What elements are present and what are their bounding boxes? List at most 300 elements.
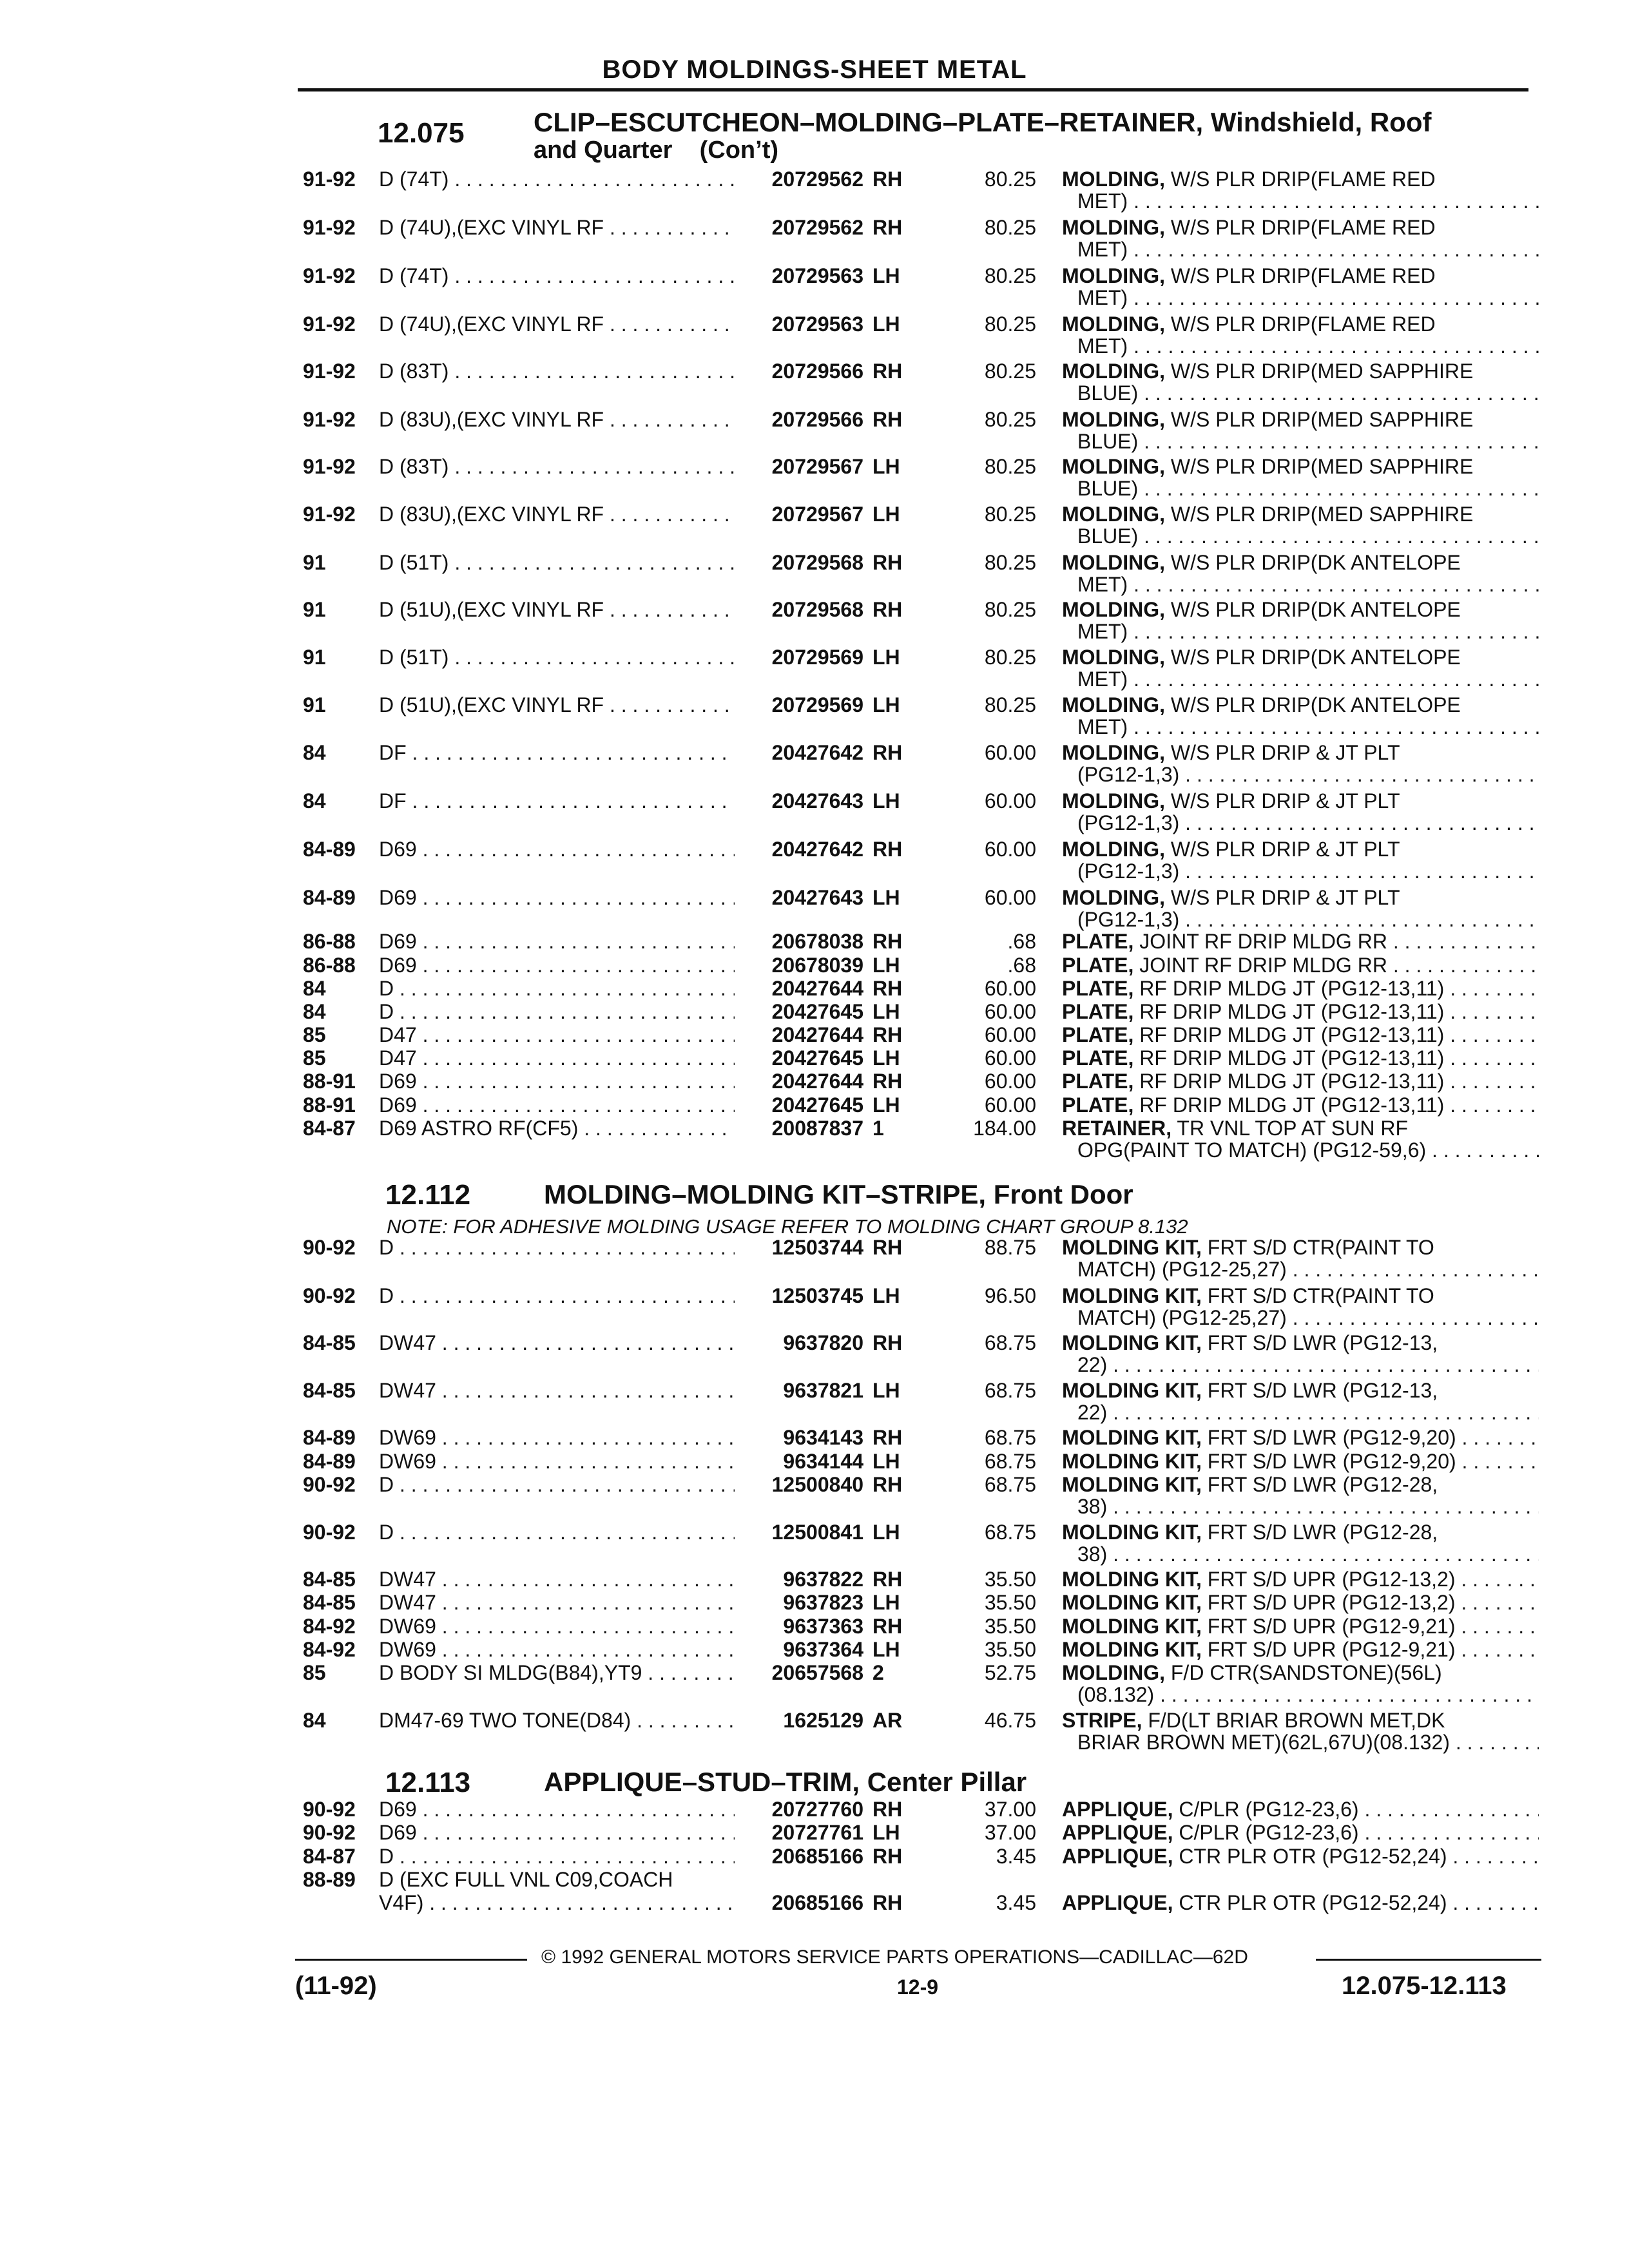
part-name-continued: MET) . . . [1077,189,1539,213]
price: 60.00 [984,977,1036,1000]
usage-description: D (83T) . . . [379,360,735,383]
usage-description: D69 . . . [379,838,735,861]
price: 80.25 [984,408,1036,431]
usage-description: DW69 . . . [379,1450,735,1474]
part-name-continued: MATCH) (PG12-25,27) . . . [1077,1258,1539,1282]
part-number: 20729563 [771,264,863,287]
part-row [0,1284,1629,1336]
part-name [1062,455,1539,479]
usage-description: D69 . . . [379,954,735,977]
part-name-keyword: MOLDING KIT, [1062,1521,1202,1544]
part-name-keyword: MOLDING, [1062,693,1165,716]
side-or-quantity: LH [872,1591,900,1614]
price: 68.75 [984,1426,1036,1449]
side-or-quantity: RH [872,1426,903,1449]
side-or-quantity: RH [872,551,903,574]
usage-description: D (EXC FULL VNL C09,COACH [379,1868,673,1891]
side-or-quantity: LH [872,1521,900,1544]
side-or-quantity: RH [872,930,903,953]
part-name-keyword: MOLDING KIT, [1062,1331,1202,1354]
usage-description: D . . . [379,1473,735,1497]
model-years: 90-92 [303,1284,356,1307]
part-name [1062,1284,1539,1308]
side-or-quantity: AR [872,1709,903,1732]
part-number: 20727760 [771,1798,863,1821]
part-name [1062,1331,1539,1355]
part-number: 20729569 [771,646,863,669]
part-row [0,168,1629,219]
side-or-quantity: LH [872,693,900,716]
model-years: 86-88 [303,954,356,977]
usage-description: D (74U),(EXC VINYL RF . . . [379,216,735,240]
side-or-quantity: LH [872,1821,900,1844]
part-name-detail: W/S PLR DRIP(MED SAPPHIRE [1164,408,1474,431]
part-number: 20427642 [771,741,863,764]
part-number: 20427643 [771,789,863,812]
section-title: MOLDING–MOLDING KIT–STRIPE, Front Door [544,1179,1133,1209]
part-name [1062,360,1539,383]
part-name-keyword: PLATE, [1062,1000,1134,1023]
price: 80.25 [984,693,1036,716]
part-name-continued: 38) . . . [1077,1542,1539,1566]
part-name [1062,1450,1539,1474]
part-name-continued: 22) . . . [1077,1353,1539,1377]
part-name-detail: CTR PLR OTR (PG12-52,24) [1173,1891,1447,1914]
usage-description: D (74T) . . . [379,168,735,191]
usage-description: DW69 . . . [379,1426,735,1450]
side-or-quantity: LH [872,1638,900,1661]
part-number: 12503745 [771,1284,863,1307]
part-name-keyword: PLATE, [1062,954,1134,977]
model-years: 84-89 [303,886,356,909]
side-or-quantity: RH [872,408,903,431]
part-name-continued: MET) . . . [1077,238,1539,262]
part-number: 20657568 [771,1661,863,1684]
side-or-quantity: RH [872,1891,903,1914]
part-number: 20729568 [771,551,863,574]
usage-description: D69 . . . [379,1821,735,1845]
part-number: 1625129 [783,1709,863,1732]
part-name-detail: FRT S/D UPR (PG12-9,21) [1201,1615,1456,1638]
part-name-keyword: MOLDING, [1062,838,1165,861]
part-name-detail: RF DRIP MLDG JT (PG12-13,11) [1133,977,1445,1000]
price: 35.50 [984,1591,1036,1614]
price: 35.50 [984,1615,1036,1638]
usage-description: D . . . [379,1236,735,1260]
price: 68.75 [984,1331,1036,1354]
part-name-continued: BRIAR BROWN MET)(62L,67U)(08.132) . . . [1077,1731,1539,1754]
part-name [1062,598,1539,622]
part-name [1062,1845,1539,1869]
part-name-detail: C/PLR (PG12-23,6) [1173,1821,1359,1844]
footer-page-number: 12-9 [897,1975,939,1999]
part-name-keyword: MOLDING, [1062,789,1165,812]
part-number: 12500840 [771,1473,863,1496]
part-name-detail: W/S PLR DRIP & JT PLT [1164,838,1400,861]
side-or-quantity: RH [872,1568,903,1591]
price: 35.50 [984,1568,1036,1591]
model-years: 84-87 [303,1845,356,1868]
part-name-keyword: MOLDING KIT, [1062,1638,1202,1661]
part-row [0,360,1629,411]
part-name [1062,1521,1539,1544]
part-number: 20685166 [771,1845,863,1868]
part-name-detail: FRT S/D UPR (PG12-9,21) [1201,1638,1456,1661]
part-name-continued: MET) . . . [1077,668,1539,691]
part-name-keyword: MOLDING KIT, [1062,1568,1202,1591]
part-number: 20729567 [771,503,863,526]
part-name-detail: W/S PLR DRIP(FLAME RED [1164,264,1436,287]
part-name-continued: OPG(PAINT TO MATCH) (PG12-59,6) . . . [1077,1139,1539,1162]
part-name-detail: RF DRIP MLDG JT (PG12-13,11) [1133,1070,1445,1093]
side-or-quantity: LH [872,264,900,287]
footer-range: 12.075-12.113 [1342,1972,1507,2000]
side-or-quantity: LH [872,1450,900,1473]
usage-description: DW47 . . . [379,1379,735,1403]
part-name-continued: (PG12-1,3) . . . [1077,908,1539,932]
price: .68 [1007,930,1036,953]
part-name-keyword: MOLDING KIT, [1062,1236,1202,1259]
section-subtitle: and Quarter (Con’t) [534,137,778,164]
part-number: 20427645 [771,1093,863,1117]
model-years: 84-89 [303,1426,356,1449]
part-name-continued: BLUE) . . . [1077,477,1539,501]
usage-description: D (51U),(EXC VINYL RF . . . [379,598,735,622]
price: 80.25 [984,312,1036,336]
part-name-keyword: MOLDING, [1062,264,1165,287]
part-number: 20087837 [771,1117,863,1140]
section-title: APPLIQUE–STUD–TRIM, Center Pillar [544,1767,1027,1797]
part-number: 9637822 [783,1568,863,1591]
side-or-quantity: RH [872,1331,903,1354]
part-name [1062,1117,1539,1140]
part-name-continued: 38) . . . [1077,1495,1539,1519]
price: 80.25 [984,551,1036,574]
part-name-keyword: RETAINER, [1062,1117,1172,1140]
part-name [1062,977,1539,1001]
part-name [1062,1473,1539,1497]
price: 3.45 [996,1845,1036,1868]
part-number: 9637823 [783,1591,863,1614]
part-number: 20729567 [771,455,863,478]
usage-description: D69 . . . [379,886,735,910]
model-years: 88-89 [303,1868,356,1891]
side-or-quantity: RH [872,741,903,764]
model-years: 84-92 [303,1615,356,1638]
part-row [0,1661,1629,1713]
part-name [1062,1023,1539,1047]
part-row [0,838,1629,889]
part-row [0,598,1629,649]
part-name-detail: RF DRIP MLDG JT (PG12-13,11) [1133,1046,1445,1070]
part-name [1062,1661,1539,1685]
part-name-keyword: STRIPE, [1062,1709,1142,1732]
title-rule [298,88,1528,91]
part-name-detail: W/S PLR DRIP(DK ANTELOPE [1164,551,1461,574]
part-row [0,1473,1629,1524]
part-name-detail: W/S PLR DRIP & JT PLT [1164,886,1400,909]
part-name-detail: JOINT RF DRIP MLDG RR [1133,930,1387,953]
part-name [1062,789,1539,813]
model-years: 85 [303,1046,326,1070]
part-name [1062,216,1539,240]
part-name-keyword: MOLDING, [1062,598,1165,621]
part-name [1062,741,1539,765]
part-number: 20427645 [771,1046,863,1070]
usage-description: D (74T) . . . [379,264,735,288]
model-years: 91 [303,646,326,669]
side-or-quantity: RH [872,1845,903,1868]
part-number: 20727761 [771,1821,863,1844]
price: 52.75 [984,1661,1036,1684]
model-years: 84 [303,789,326,812]
part-name-detail: FRT S/D UPR (PG12-13,2) [1201,1568,1456,1591]
part-name [1062,503,1539,526]
price: 96.50 [984,1284,1036,1307]
side-or-quantity: LH [872,1284,900,1307]
price: 184.00 [973,1117,1036,1140]
side-or-quantity: LH [872,1379,900,1402]
side-or-quantity: RH [872,1023,903,1046]
part-name [1062,312,1539,336]
side-or-quantity: LH [872,1093,900,1117]
part-row [0,1331,1629,1383]
usage-description: D . . . [379,1284,735,1308]
part-name-keyword: MOLDING, [1062,408,1165,431]
side-or-quantity: LH [872,312,900,336]
usage-description: DW69 . . . [379,1615,735,1639]
part-name [1062,954,1539,977]
model-years: 84-89 [303,1450,356,1473]
part-row [0,264,1629,316]
part-name-detail: F/D(LT BRIAR BROWN MET,DK [1142,1709,1445,1732]
part-name [1062,838,1539,861]
model-years: 84-85 [303,1331,356,1354]
part-name-keyword: PLATE, [1062,930,1134,953]
model-years: 91-92 [303,216,356,239]
part-name-detail: W/S PLR DRIP(DK ANTELOPE [1164,646,1461,669]
part-name [1062,1891,1539,1915]
part-number: 20427644 [771,1070,863,1093]
model-years: 84-92 [303,1638,356,1661]
price: 46.75 [984,1709,1036,1732]
part-name [1062,886,1539,910]
side-or-quantity: LH [872,1000,900,1023]
part-name-keyword: MOLDING, [1062,312,1165,336]
part-name-detail: W/S PLR DRIP(FLAME RED [1164,312,1436,336]
usage-description: D69 ASTRO RF(CF5) . . . [379,1117,735,1140]
price: 60.00 [984,1093,1036,1117]
part-number: 20729569 [771,693,863,716]
part-name-keyword: APPLIQUE, [1062,1845,1173,1868]
usage-description: D (51T) . . . [379,646,735,669]
model-years: 91 [303,551,326,574]
price: 80.25 [984,598,1036,621]
side-or-quantity: LH [872,503,900,526]
price: 80.25 [984,503,1036,526]
part-row [0,551,1629,602]
price: 60.00 [984,886,1036,909]
part-name-detail: RF DRIP MLDG JT (PG12-13,11) [1133,1000,1445,1023]
footer-copyright: © 1992 GENERAL MOTORS SERVICE PARTS OPERATIONS—CADILLAC—62D [541,1946,1248,1968]
usage-description: D . . . [379,1521,735,1544]
part-name-detail: W/S PLR DRIP(FLAME RED [1164,216,1436,239]
part-name-detail: JOINT RF DRIP MLDG RR [1133,954,1387,977]
model-years: 91-92 [303,264,356,287]
usage-description: D69 . . . [379,1798,735,1821]
part-name-keyword: PLATE, [1062,1046,1134,1070]
part-row [0,455,1629,506]
side-or-quantity: RH [872,1798,903,1821]
part-number: 20729562 [771,168,863,191]
usage-description: DM47-69 TWO TONE(D84) . . . [379,1709,735,1733]
side-or-quantity: LH [872,886,900,909]
part-name-keyword: MOLDING, [1062,1661,1165,1684]
part-name-continued: MATCH) (PG12-25,27) . . . [1077,1306,1539,1330]
part-name [1062,1236,1539,1260]
part-number: 12500841 [771,1521,863,1544]
part-name-keyword: MOLDING, [1062,168,1165,191]
model-years: 90-92 [303,1798,356,1821]
part-name-keyword: MOLDING, [1062,360,1165,383]
part-name [1062,1638,1539,1662]
model-years: 85 [303,1661,326,1684]
price: 37.00 [984,1798,1036,1821]
part-name-keyword: PLATE, [1062,1070,1134,1093]
model-years: 85 [303,1023,326,1046]
page-title: BODY MOLDINGS-SHEET METAL [602,55,1027,84]
side-or-quantity: 1 [872,1117,884,1140]
model-years: 90-92 [303,1821,356,1844]
part-name-detail: FRT S/D LWR (PG12-28, [1201,1473,1438,1496]
part-name-detail: FRT S/D LWR (PG12-13, [1201,1379,1438,1402]
part-name-keyword: MOLDING, [1062,216,1165,239]
model-years: 91 [303,598,326,621]
part-name-keyword: MOLDING, [1062,886,1165,909]
section-number: 12.113 [385,1767,471,1798]
side-or-quantity: RH [872,1473,903,1496]
part-name [1062,1046,1539,1070]
part-name-keyword: MOLDING, [1062,551,1165,574]
price: 80.25 [984,168,1036,191]
model-years: 90-92 [303,1473,356,1496]
part-name-detail: W/S PLR DRIP & JT PLT [1164,741,1400,764]
model-years: 91-92 [303,360,356,383]
part-number: 9637821 [783,1379,863,1402]
part-name-continued: BLUE) . . . [1077,524,1539,548]
part-number: 20729562 [771,216,863,239]
part-name [1062,1568,1539,1591]
part-number: 20729568 [771,598,863,621]
usage-description: D . . . [379,977,735,1001]
part-name-detail: FRT S/D CTR(PAINT TO [1201,1284,1434,1307]
part-name-keyword: MOLDING KIT, [1062,1426,1202,1449]
part-name-detail: FRT S/D LWR (PG12-9,20) [1201,1426,1456,1449]
price: 37.00 [984,1821,1036,1844]
model-years: 84-89 [303,838,356,861]
part-name-continued: (PG12-1,3) . . . [1077,763,1539,787]
part-name-detail: FRT S/D UPR (PG12-13,2) [1201,1591,1456,1614]
part-name-detail: RF DRIP MLDG JT (PG12-13,11) [1133,1093,1445,1117]
part-number: 20729563 [771,312,863,336]
price: 68.75 [984,1379,1036,1402]
part-name [1062,1821,1539,1845]
part-row [0,741,1629,793]
part-name-keyword: MOLDING KIT, [1062,1284,1202,1307]
part-name-keyword: MOLDING KIT, [1062,1591,1202,1614]
price: 60.00 [984,838,1036,861]
price: 35.50 [984,1638,1036,1661]
price: 88.75 [984,1236,1036,1259]
price: 60.00 [984,741,1036,764]
usage-description: D BODY SI MLDG(B84),YT9 . . . [379,1661,735,1685]
part-name-continued: 22) . . . [1077,1401,1539,1425]
part-row [0,1379,1629,1430]
part-number: 20427644 [771,1023,863,1046]
side-or-quantity: RH [872,598,903,621]
footer-date-code: (11-92) [295,1972,377,2000]
side-or-quantity: RH [872,216,903,239]
part-number: 20678039 [771,954,863,977]
usage-description: D69 . . . [379,1070,735,1093]
part-name-detail: RF DRIP MLDG JT (PG12-13,11) [1133,1023,1445,1046]
price: 68.75 [984,1473,1036,1496]
part-name [1062,1591,1539,1615]
part-name-detail: TR VNL TOP AT SUN RF [1171,1117,1408,1140]
part-row [0,503,1629,554]
side-or-quantity: LH [872,455,900,478]
usage-description: DW47 . . . [379,1331,735,1355]
part-row [0,1709,1629,1760]
part-number: 20427645 [771,1000,863,1023]
part-name-detail: FRT S/D LWR (PG12-9,20) [1201,1450,1456,1473]
part-name-keyword: MOLDING KIT, [1062,1615,1202,1638]
usage-description: D (74U),(EXC VINYL RF . . . [379,312,735,336]
part-number: 20729566 [771,360,863,383]
usage-description: DW47 . . . [379,1568,735,1591]
part-name-detail: W/S PLR DRIP(MED SAPPHIRE [1164,455,1474,478]
part-name-continued: (PG12-1,3) . . . [1077,811,1539,835]
part-name-keyword: PLATE, [1062,1093,1134,1117]
part-name-continued: MET) . . . [1077,286,1539,310]
part-name-keyword: MOLDING KIT, [1062,1379,1202,1402]
model-years: 91-92 [303,455,356,478]
part-name-keyword: MOLDING, [1062,646,1165,669]
part-name-keyword: MOLDING, [1062,455,1165,478]
model-years: 91-92 [303,503,356,526]
model-years: 88-91 [303,1070,356,1093]
usage-description: D (83U),(EXC VINYL RF . . . [379,503,735,526]
part-row [0,408,1629,459]
part-name-continued: MET) . . . [1077,620,1539,644]
price: 60.00 [984,1046,1036,1070]
part-row [0,646,1629,697]
side-or-quantity: RH [872,360,903,383]
part-name-keyword: PLATE, [1062,1023,1134,1046]
part-name [1062,930,1539,954]
part-name-keyword: MOLDING, [1062,503,1165,526]
usage-description: DF . . . [379,741,735,765]
model-years: 88-91 [303,1093,356,1117]
part-name-keyword: APPLIQUE, [1062,1891,1173,1914]
part-number: 20685166 [771,1891,863,1914]
price: 80.25 [984,264,1036,287]
model-years: 84-85 [303,1568,356,1591]
model-years: 86-88 [303,930,356,953]
usage-description: D69 . . . [379,1093,735,1117]
usage-description: D (51T) . . . [379,551,735,575]
part-name-detail: FRT S/D CTR(PAINT TO [1201,1236,1434,1259]
